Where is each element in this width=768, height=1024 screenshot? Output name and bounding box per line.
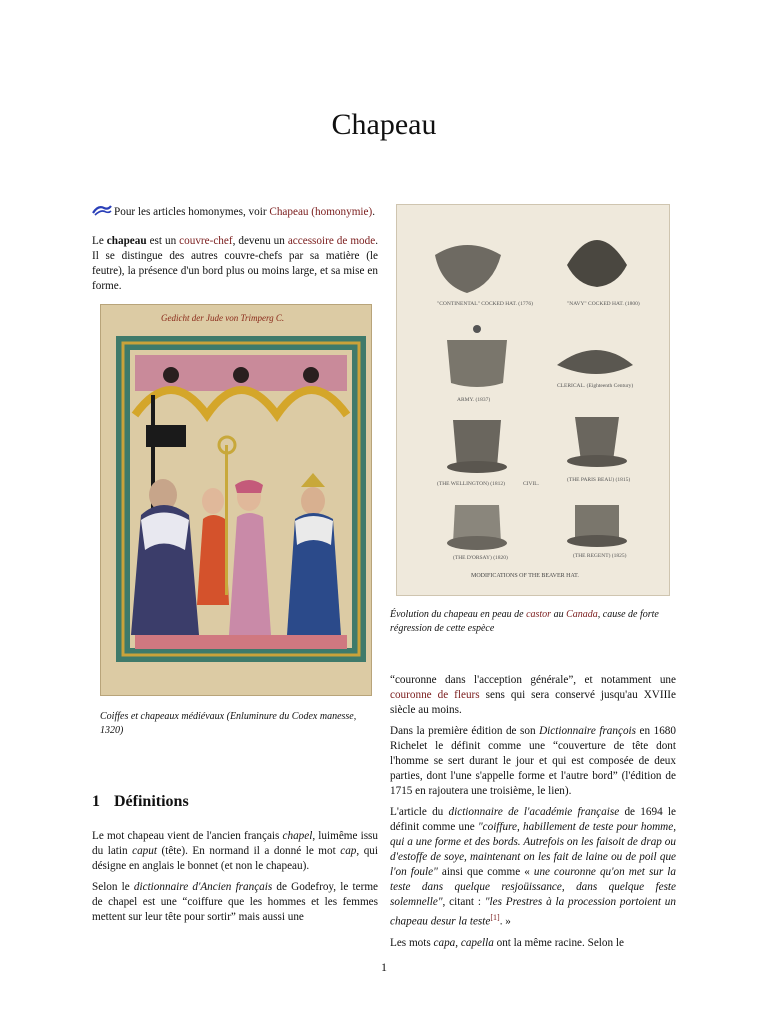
beaver-hat-engraving[interactable] [396,204,670,596]
text: , citant : [442,896,485,908]
italic-term: Dictionnaire françois [539,725,637,737]
text: ont la même racine. Selon le [493,936,624,949]
text: Selon le [92,881,134,893]
paragraph-etymology [92,829,378,874]
page-title: Chapeau [331,108,437,141]
paragraph-couronne [390,673,676,718]
link-couvre-chef[interactable]: couvre-chef [179,235,233,247]
text: , cause de forte régression de cette espèce [390,609,659,634]
label-navy: "NAVY" COCKED HAT. (1800) [567,301,640,307]
text: Le [92,235,107,247]
italic-quote: "les Prestres à la procession portoient un chapeau desur la teste [390,896,676,928]
text: , qui désigne en anglais le bonnet (et non le chapeau). [92,845,379,872]
right-body [390,673,676,957]
label-civil: CIVIL. [523,481,540,487]
text: Évolution du chapeau en peau de [390,609,527,620]
label-clerical: CLERICAL. (Eighteenth Century) [557,383,634,389]
link-accessoire-de-mode[interactable]: accessoire de mode [287,235,376,247]
italic-quote: "coiffure, habillement de teste pour homme, qui a une forme et des bords. Autrefois on les faisoit de drap ou d'estoffe de soye, maintenant on les fait de laine ou de poil que l'on foule" [390,821,677,878]
figure-codex-manesse [100,304,370,738]
label-regent: (THE REGENT) (1825) [573,553,627,559]
link-couronne-de-fleurs[interactable]: couronne de fleurs [390,689,480,701]
left-body [92,829,378,931]
paragraph-academie [390,805,676,930]
italic-term: caput [132,845,157,857]
text: (tête). En normand il a donné le mot [156,845,341,857]
paragraph-capa [390,936,676,951]
hatnote-link[interactable]: Chapeau (homonymie) [269,206,373,218]
text: “couronne dans l'acception générale”, et notamment une [390,674,676,686]
text: en 1680 Richelet le définit comme une “couverture de tête dont l'homme se sert durant le jour et qui est composée de deux parties, dont l'une s'appelle forme et l'autre bord” (l'édition de 1715 en rajoutera une troisième, le lien). [390,725,676,797]
text: , devenu un [232,235,288,247]
page-number: 1 [381,960,387,974]
intro-paragraph [92,234,378,294]
text: . Il se distingue des autres couvre-chefs par sa matière (le feutre), la présence d'un bord plus ou moins large, et sa mise en forme. [92,235,378,292]
paragraph-godefroy [92,880,378,925]
manuscript-inscription: Gedicht der Jude von Trimperg C. [161,313,285,323]
hatnote [92,204,378,220]
italic-quote: une couronne qu'on met sur la teste dans quelque resjoüissance, dans quelque feste solemnelle" [390,866,677,908]
label-continental: "CONTINENTAL" COCKED HAT. (1776) [437,301,533,307]
text: . » [499,915,511,928]
term-bold: chapeau [106,235,147,247]
text: est un [146,235,180,247]
italic-term: capella [460,936,494,949]
label-wellington: (THE WELLINGTON) (1812) [437,481,505,487]
section-heading-definitions [92,793,189,811]
hatnote-prefix: Pour les articles homonymes, voir [114,206,270,218]
italic-term: chapel [282,830,313,842]
disambiguation-icon [92,204,112,216]
illumination-drawing [101,305,371,695]
italic-term: dictionnaire d'Ancien français [133,881,273,893]
text: L'article du [390,806,449,818]
text: , luimême issu du latin [92,830,379,857]
section-number: 1 [92,793,100,810]
link-canada[interactable]: Canada [566,609,598,620]
text: ainsi que comme « [437,866,534,878]
figure-right-caption [390,608,676,636]
link-castor[interactable]: castor [526,609,552,620]
manuscript-illumination[interactable] [100,304,372,696]
text: sens qui sera conservé jusqu'au XVIIIe siècle au moins. [390,689,676,716]
text: Le mot chapeau vient de l'ancien français [92,830,283,842]
text: , [455,936,461,949]
reference-1[interactable]: [1] [490,913,500,922]
italic-term: dictionnaire de l'académie française [448,806,620,818]
hatnote-suffix: . [372,206,375,218]
label-army: ARMY. (1837) [457,397,491,403]
section-title: Définitions [114,793,189,810]
italic-term: cap [340,845,357,857]
italic-term: capa [433,936,456,949]
paragraph-richelet [390,724,676,799]
engraving-title: MODIFICATIONS OF THE BEAVER HAT. [471,573,579,579]
text: Dans la première édition de son [390,725,540,737]
text: au [551,609,567,620]
label-dorsay: (THE D'ORSAY) (1820) [453,555,508,561]
text: Les mots [390,936,434,949]
left-column [92,204,378,738]
hat-engraving-drawing [397,205,669,595]
text: de Godefroy, le terme de chapel est une “coiffure que les hommes et les femmes mettent sur leur tête pour sortir” mais aussi une [92,881,378,923]
label-paris-beau: (THE PARIS BEAU) (1815) [567,477,631,483]
text: de 1694 le définit comme une [390,806,677,833]
figure-left-caption: Coiffes et chapeaux médiévaux (Enluminure du Codex manesse, 1320) [100,711,357,736]
figure-beaver-hats [390,204,668,636]
